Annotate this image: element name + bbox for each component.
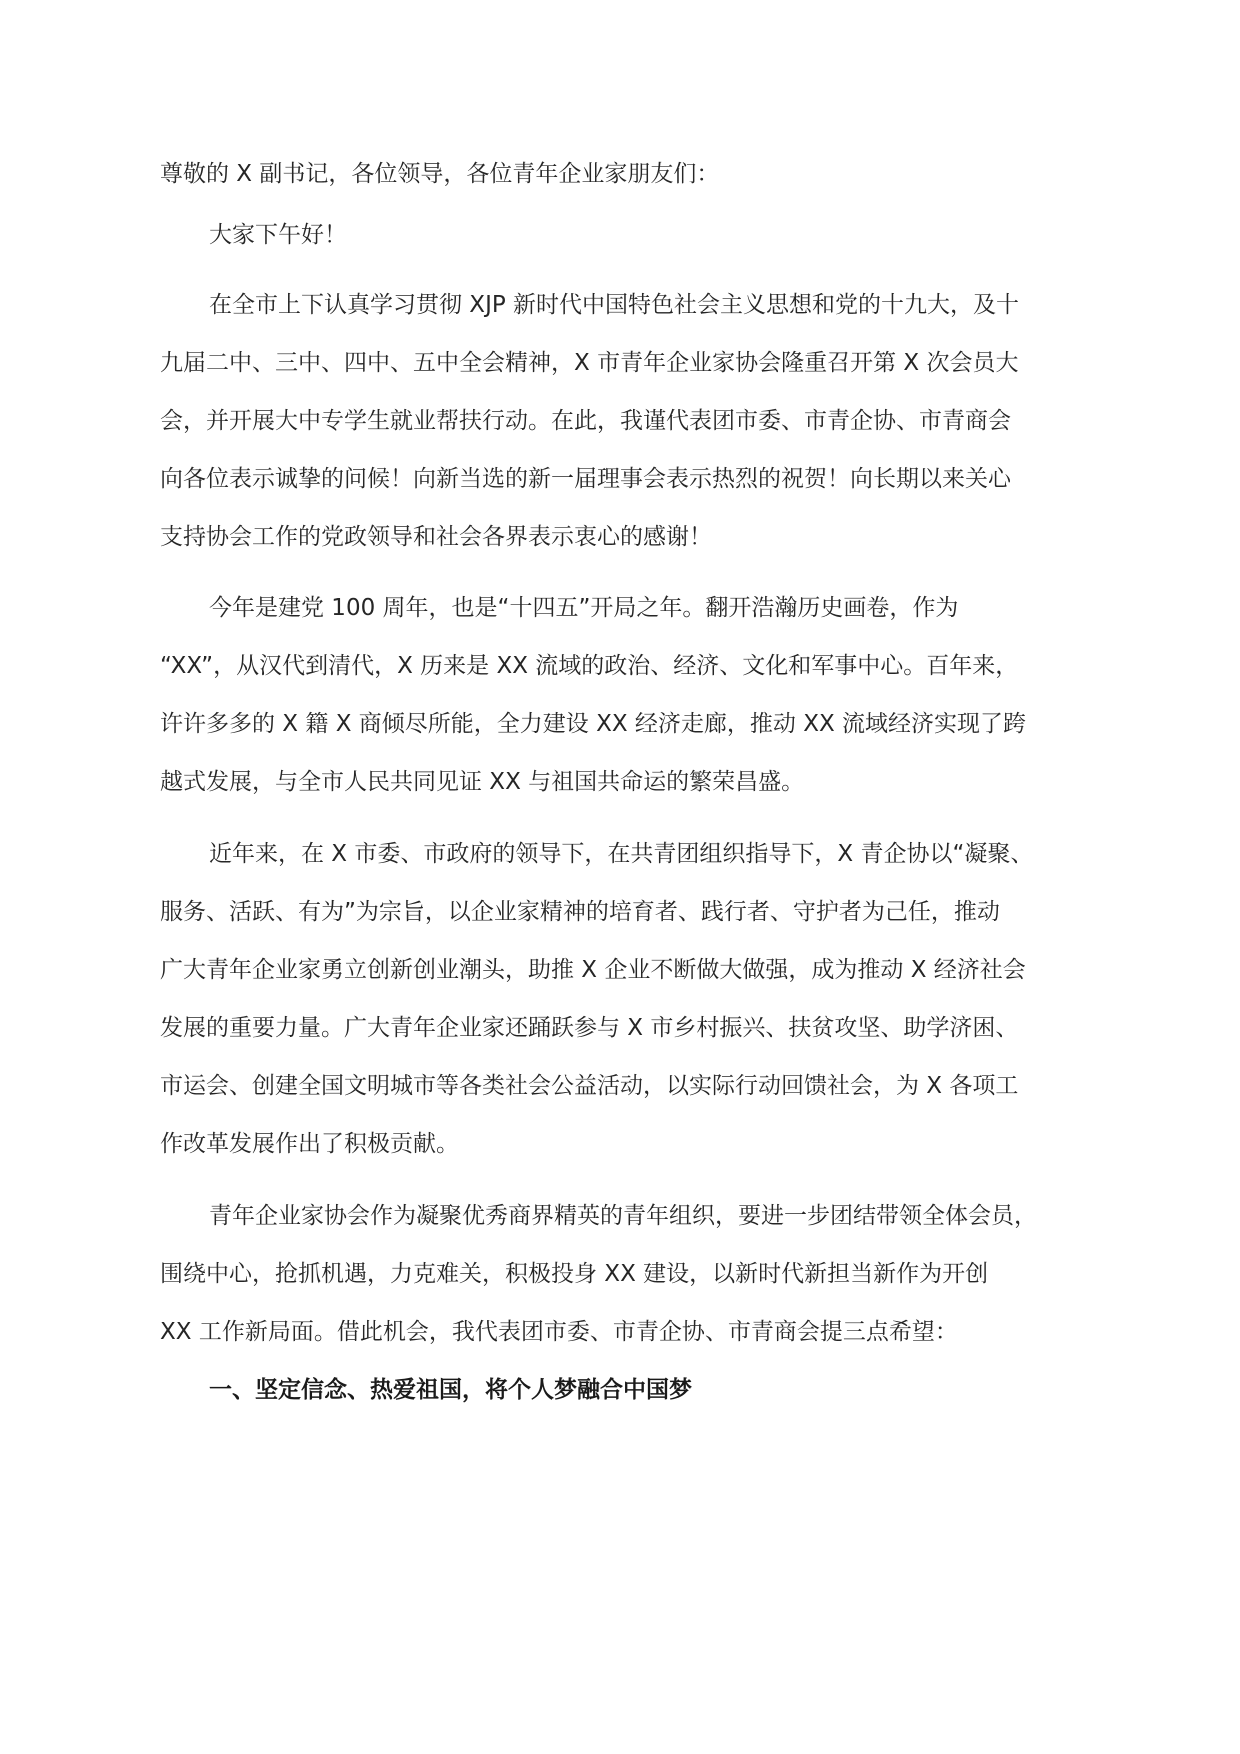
paragraph-1-line-1: 在全市上下认真学习贯彻 XJP 新时代中国特色社会主义思想和党的十九大，及十	[209, 292, 1020, 318]
paragraph-1-line-2: 九届二中、三中、四中、五中全会精神，X 市青年企业家协会隆重召开第 X 次会员大	[160, 350, 1019, 376]
paragraph-4-line-1: 青年企业家协会作为凝聚优秀商界精英的青年组织，要进一步团结带领全体会员，	[209, 1203, 1037, 1229]
paragraph-2-line-2: “XX”，从汉代到清代，X 历来是 XX 流域的政治、经济、文化和军事中心。百年来，	[160, 653, 1019, 679]
salutation: 尊敬的 X 副书记，各位领导，各位青年企业家朋友们：	[160, 161, 720, 187]
greeting: 大家下午好！	[209, 222, 347, 248]
paragraph-1-line-4: 向各位表示诚挚的问候！向新当选的新一届理事会表示热烈的祝贺！向长期以来关心	[160, 466, 1011, 492]
paragraph-2-line-4: 越式发展，与全市人民共同见证 XX 与祖国共命运的繁荣昌盛。	[160, 769, 805, 795]
section-heading: 一、坚定信念、热爱祖国，将个人梦融合中国梦	[209, 1377, 692, 1403]
paragraph-3-line-4: 发展的重要力量。广大青年企业家还踊跃参与 X 市乡村振兴、扶贫攻坚、助学济困、	[160, 1015, 1019, 1041]
paragraph-3-line-5: 市运会、创建全国文明城市等各类社会公益活动，以实际行动回馈社会，为 X 各项工	[160, 1073, 1019, 1099]
paragraph-4-line-2: 围绕中心，抢抓机遇，力克难关，积极投身 XX 建设，以新时代新担当新作为开创	[160, 1261, 989, 1287]
paragraph-2-line-1: 今年是建党 100 周年，也是“十四五”开局之年。翻开浩瀚历史画卷，作为	[209, 595, 959, 621]
paragraph-3-line-6: 作改革发展作出了积极贡献。	[160, 1131, 459, 1157]
paragraph-3-line-1: 近年来，在 X 市委、市政府的领导下，在共青团组织指导下，X 青企协以“凝聚、	[209, 841, 1034, 867]
paragraph-1-line-5: 支持协会工作的党政领导和社会各界表示衷心的感谢！	[160, 524, 712, 550]
paragraph-2-line-3: 许许多多的 X 籍 X 商倾尽所能，全力建设 XX 经济走廊，推动 XX 流域经济实现了跨	[160, 711, 1027, 737]
paragraph-3-line-3: 广大青年企业家勇立创新创业潮头，助推 X 企业不断做大做强，成为推动 X 经济社会	[160, 957, 1026, 983]
paragraph-4-line-3: XX 工作新局面。借此机会，我代表团市委、市青企协、市青商会提三点希望：	[160, 1319, 958, 1345]
paragraph-3-line-2: 服务、活跃、有为”为宗旨，以企业家精神的培育者、践行者、守护者为己任，推动	[160, 899, 1000, 925]
paragraph-1-line-3: 会，并开展大中专学生就业帮扶行动。在此，我谨代表团市委、市青企协、市青商会	[160, 408, 1011, 434]
